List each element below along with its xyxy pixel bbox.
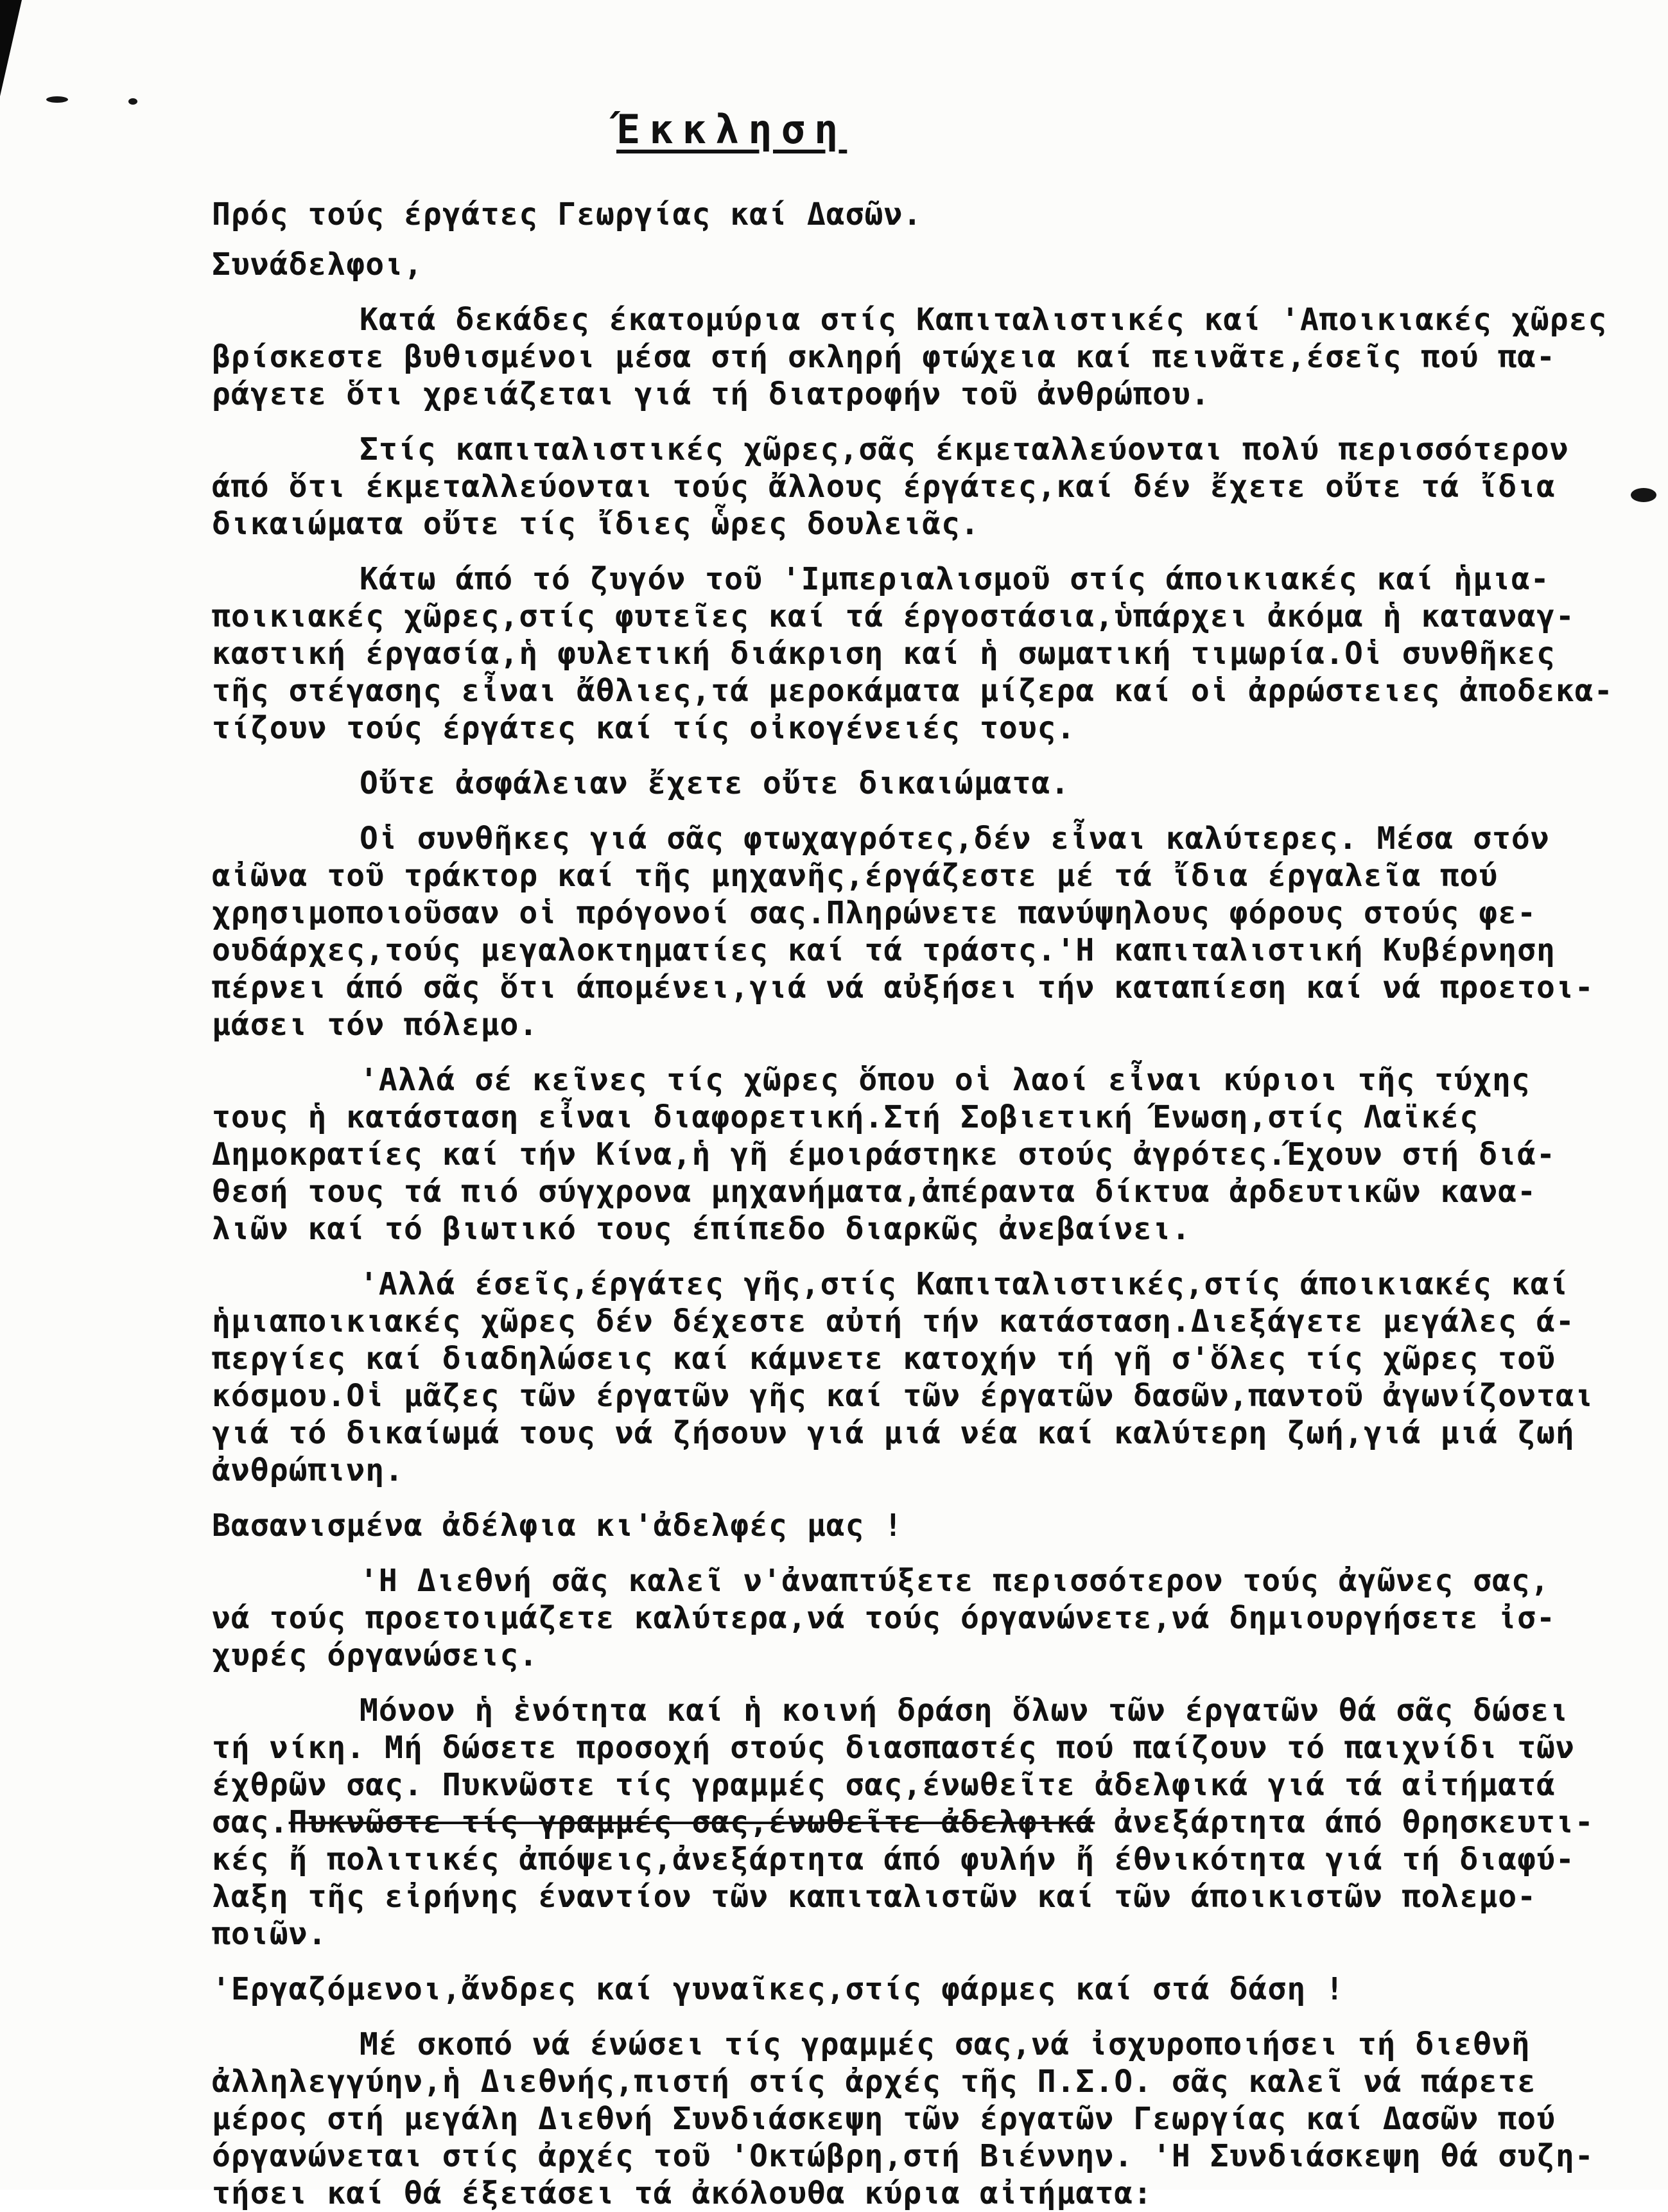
text-line: καστική έργασία,ἡ φυλετική διάκριση καί ἡ σωματική τιμωρία.Οἱ συνθῆκες: [212, 636, 1556, 672]
text-line: χυρές όργανώσεις.: [212, 1637, 539, 1673]
text-fragment: ἀνεξάρτητα άπό θρησκευτι-: [1095, 1804, 1594, 1840]
text-line: Στίς καπιταλιστικές χῶρες,σᾶς έκμεταλλεύονται πολύ περισσότερον: [360, 431, 1569, 467]
text-line: [212, 1804, 1644, 1841]
text-line: Μέ σκοπό νά ένώσει τίς γραμμές σας,νά ἰσχυροποιήσει τή διεθνῆ: [360, 2026, 1531, 2062]
text-line: Κάτω άπό τό ζυγόν τοῦ 'Ιμπεριαλισμοῦ στίς άποικιακές καί ἡμια-: [360, 561, 1550, 597]
text-line: Μόνον ἡ ἑνότητα καί ἡ κοινή δράση ὅλων τῶν έργατῶν θά σᾶς δώσει: [360, 1693, 1569, 1729]
text-line: Οὔτε ἀσφάλειαν ἔχετε οὔτε δικαιώματα.: [360, 765, 1070, 801]
text-line: 'Αλλά έσεῖς,έργάτες γῆς,στίς Καπιταλιστικές,στίς άποικιακές καί: [360, 1266, 1569, 1302]
text-line: όργανώνεται στίς ἀρχές τοῦ 'Οκτώβρη,στή Βιέννην. 'Η Συνδιάσκεψη θά συζη-: [212, 2138, 1594, 2174]
paragraph: [212, 431, 1644, 543]
text-line: κές ἤ πολιτικές ἀπόψεις,ἀνεξάρτητα άπό φυλήν ἤ έθνικότητα γιά τή διαφύ-: [212, 1842, 1575, 1877]
paragraph-group: [212, 1562, 1644, 1953]
text-line: Οἱ συνθῆκες γιά σᾶς φτωχαγρότες,δέν εἶναι καλύτερες. Μέσα στόν: [360, 821, 1550, 857]
text-line: ράγετε ὅτι χρειάζεται γιά τή διατροφήν τοῦ ἀνθρώπου.: [212, 376, 1210, 412]
paragraph: [212, 1266, 1644, 1489]
text-line: λιῶν καί τό βιωτικό τους έπίπεδο διαρκῶς ἀνεβαίνει.: [212, 1211, 1191, 1247]
text-line: ποικιακές χῶρες,στίς φυτεῖες καί τά έργοστάσια,ὑπάρχει ἀκόμα ἡ καταναγ-: [212, 598, 1575, 634]
text-line: τους ἡ κατάσταση εἶναι διαφορετική.Στή Σοβιετική Ένωση,στίς Λαϊκές: [212, 1099, 1479, 1135]
text-line: κόσμου.Οἱ μᾶζες τῶν έργατῶν γῆς καί τῶν έργατῶν δασῶν,παντοῦ ἀγωνίζονται: [212, 1378, 1594, 1414]
text-line: μέρος στή μεγάλη Διεθνή Συνδιάσκεψη τῶν έργατῶν Γεωργίας καί Δασῶν πού: [212, 2101, 1556, 2137]
text-line: λαξη τῆς εἰρήνης έναντίον τῶν καπιταλιστῶν καί τῶν άποικιστῶν πολεμο-: [212, 1879, 1536, 1915]
document-body: [212, 196, 1644, 2212]
paragraph: [212, 301, 1644, 413]
text-line: 'Αλλά σέ κεῖνες τίς χῶρες ὅπου οἱ λαοί εἶναι κύριοι τῆς τύχης: [360, 1062, 1531, 1098]
paragraph: [212, 2026, 1644, 2212]
scan-corner-mark: [0, 0, 22, 96]
scan-speck: [128, 98, 137, 105]
text-line: ἀλληλεγγύην,ἡ Διεθνής,πιστή στίς ἀρχές τῆς Π.Σ.Ο. σᾶς καλεῖ νά πάρετε: [212, 2064, 1536, 2100]
text-line: δικαιώματα οὔτε τίς ἴδιες ὧρες δουλειᾶς.: [212, 506, 980, 542]
text-line: πέρνει άπό σᾶς ὅτι άπομένει,γιά νά αὐξήσει τήν καταπίεση καί νά προετοι-: [212, 970, 1594, 1006]
paragraph-group: [212, 2026, 1644, 2212]
text-line: Δημοκρατίες καί τήν Κίνα,ἡ γῆ έμοιράστηκε στούς ἀγρότες.Έχουν στή διά-: [212, 1136, 1556, 1172]
text-line: τῆς στέγασης εἶναι ἄθλιες,τά μεροκάματα μίζερα καί οἱ ἀρρώστειες ἀποδεκα-: [212, 673, 1613, 709]
text-line: ἀνθρώπινη.: [212, 1452, 404, 1488]
paragraph-group: [212, 301, 1644, 1489]
text-line: Κατά δεκάδες έκατομύρια στίς Καπιταλιστικές καί 'Αποικιακές χῶρες: [360, 302, 1608, 338]
text-line: τίζουν τούς έργάτες καί τίς οἰκογένειές τους.: [212, 710, 1076, 746]
exclamation-line: Βασανισμένα ἀδέλφια κι'ἀδελφές μας !: [212, 1508, 903, 1544]
paragraph: [212, 1562, 1644, 1674]
salutation: Συνάδελφοι,: [212, 247, 423, 283]
text-line: ουδάρχες,τούς μεγαλοκτηματίες καί τά τράστς.'Η καπιταλιστική Κυβέρνηση: [212, 932, 1556, 968]
text-line: μάσει τόν πόλεμο.: [212, 1007, 539, 1043]
text-line: ἡμιαποικιακές χῶρες δέν δέχεστε αὐτή τήν κατάσταση.Διεξάγετε μεγάλες ά-: [212, 1303, 1575, 1339]
paragraph: [212, 820, 1644, 1043]
text-line: χρησιμοποιοῦσαν οἱ πρόγονοί σας.Πληρώνετε πανύψηλους φόρους στούς φε-: [212, 895, 1536, 931]
text-line: νά τούς προετοιμάζετε καλύτερα,νά τούς όργανώνετε,νά δημιουργήσετε ἰσ-: [212, 1600, 1556, 1636]
text-line: τήσει καί θά έξετάσει τά ἀκόλουθα κύρια αἰτήματα:: [212, 2175, 1153, 2211]
text-fragment: σας.: [212, 1804, 289, 1840]
exclamation-line: 'Εργαζόμενοι,ἄνδρες καί γυναῖκες,στίς φάρμες καί στά δάση !: [212, 1971, 1345, 2007]
text-line: γιά τό δικαίωμά τους νά ζήσουν γιά μιά νέα καί καλύτερη ζωή,γιά μιά ζωή: [212, 1415, 1575, 1451]
paragraph: [212, 561, 1644, 747]
address-line: Πρός τούς έργάτες Γεωργίας καί Δασῶν.: [212, 196, 923, 232]
text-line: τή νίκη. Μή δώσετε προσοχή στούς διασπαστές πού παίζουν τό παιχνίδι τῶν: [212, 1730, 1575, 1766]
document-title: Έκκληση: [616, 106, 847, 153]
text-line: αἰῶνα τοῦ τράκτορ καί τῆς μηχανῆς,έργάζεστε μέ τά ἴδια έργαλεῖα πού: [212, 858, 1499, 894]
text-line: ποιῶν.: [212, 1916, 327, 1952]
text-line: θεσή τους τά πιό σύγχρονα μηχανήματα,ἀπέραντα δίκτυα ἀρδευτικῶν κανα-: [212, 1174, 1536, 1210]
text-line: 'Η Διεθνή σᾶς καλεῖ ν'ἀναπτύξετε περισσότερον τούς ἀγῶνες σας,: [360, 1563, 1550, 1599]
paragraph: [212, 1692, 1644, 1953]
text-line: έχθρῶν σας. Πυκνῶστε τίς γραμμές σας,ένωθεῖτε ἀδελφικά γιά τά αἰτήματά: [212, 1767, 1556, 1803]
paragraph: [212, 765, 1644, 802]
struck-through-text: Πυκνῶστε τίς γραμμές σας,ένωθεῖτε ἀδελφικά: [288, 1804, 1095, 1840]
scan-speck: [46, 96, 68, 103]
text-line: άπό ὅτι έκμεταλλεύονται τούς ἄλλους έργάτες,καί δέν ἔχετε οὔτε τά ἴδια: [212, 469, 1556, 505]
text-line: περγίες καί διαδηλώσεις καί κάμνετε κατοχήν τή γῆ σ'ὅλες τίς χῶρες τοῦ: [212, 1341, 1556, 1377]
paragraph: [212, 1061, 1644, 1248]
text-line: βρίσκεστε βυθισμένοι μέσα στή σκληρή φτώχεια καί πεινᾶτε,έσεῖς πού πα-: [212, 339, 1556, 375]
